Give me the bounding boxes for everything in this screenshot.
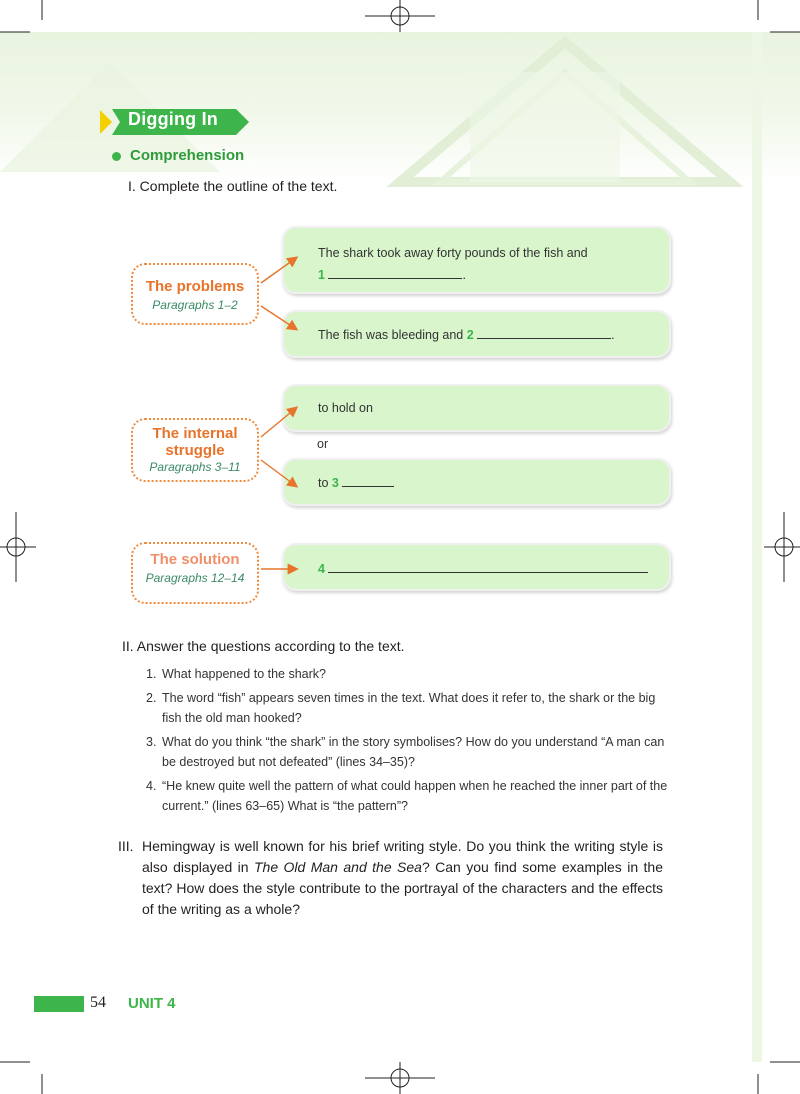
outline-box-1 xyxy=(282,226,671,294)
task-1-instruction xyxy=(128,178,337,194)
task-2-text: Answer the questions according to the text. xyxy=(136,638,405,654)
answer-blank-3[interactable] xyxy=(342,475,394,487)
box-1-end: . xyxy=(462,268,466,282)
answer-blank-4[interactable] xyxy=(328,561,648,573)
blank-number-4: 4 xyxy=(318,562,325,576)
task-3-text-b: ? Can you find some examples in the text? How does the style contribute to the portrayal of the characters and the effects of the writing as a whole? xyxy=(142,859,663,917)
question-item xyxy=(146,732,671,772)
question-number: 2. xyxy=(146,691,157,705)
answer-blank-1[interactable] xyxy=(328,267,462,279)
outline-label-solution xyxy=(131,542,259,604)
box-3-text: to hold on xyxy=(318,401,373,415)
task-3 xyxy=(118,836,663,920)
task-2-numeral: II. xyxy=(122,638,134,654)
or-connector: or xyxy=(317,437,329,451)
subsection-title: Comprehension xyxy=(130,147,245,164)
outline-label-problems xyxy=(131,263,259,325)
page-number: 54 xyxy=(90,994,106,1011)
outline-label-internal-struggle xyxy=(131,418,259,482)
task-3-text-a: Hemingway is well known for his brief writing style. Do you think the writing style is also displayed in xyxy=(142,838,663,875)
question-text: The word “fish” appears seven times in the text. What does it refer to, the shark or the big fish the old man hooked? xyxy=(162,691,656,725)
label-paragraphs: Paragraphs 12–14 xyxy=(145,571,245,585)
task-3-text xyxy=(142,836,663,920)
task-3-numeral: III. xyxy=(118,838,134,854)
task-1-numeral: I. xyxy=(128,178,136,194)
question-number: 4. xyxy=(146,779,157,793)
label-title: The solution xyxy=(150,551,240,568)
outline-box-3 xyxy=(282,384,671,432)
box-2-end: . xyxy=(611,328,615,342)
outline-box-2 xyxy=(282,310,671,358)
question-item xyxy=(146,688,671,728)
outline-box-5 xyxy=(282,543,671,591)
unit-label: UNIT 4 xyxy=(128,995,176,1012)
question-text: “He knew quite well the pattern of what could happen when he reached the inner part of the current.” (lines 63–65) What is “the pattern”? xyxy=(162,779,668,813)
section-title: Digging In xyxy=(128,109,218,129)
question-item xyxy=(146,776,671,816)
box-1-text: The shark took away forty pounds of the fish and xyxy=(318,246,588,260)
question-text: What happened to the shark? xyxy=(162,667,327,681)
bullet-icon xyxy=(112,152,121,161)
blank-number-1: 1 xyxy=(318,268,325,282)
label-title-line2: struggle xyxy=(165,442,225,459)
label-paragraphs: Paragraphs 1–2 xyxy=(152,298,238,312)
blank-number-3: 3 xyxy=(331,476,339,490)
book-title: The Old Man and the Sea xyxy=(253,859,422,875)
question-number: 1. xyxy=(146,667,157,681)
label-title-line1: The internal xyxy=(152,425,238,442)
question-item xyxy=(146,664,671,684)
box-4-text: to xyxy=(318,476,329,490)
label-paragraphs: Paragraphs 3–11 xyxy=(149,460,241,474)
answer-blank-2[interactable] xyxy=(477,327,611,339)
box-2-text: The fish was bleeding and xyxy=(318,328,464,342)
label-title: The problems xyxy=(145,278,245,295)
task-2-instruction xyxy=(122,638,405,654)
footer-bar xyxy=(34,996,84,1012)
question-text: What do you think “the shark” in the story symbolises? How do you understand “A man can be destroyed but not defeated” (lines 34–35)? xyxy=(162,735,665,769)
outline-box-4 xyxy=(282,458,671,506)
blank-number-2: 2 xyxy=(466,328,474,342)
question-number: 3. xyxy=(146,735,157,749)
task-1-text: Complete the outline of the text. xyxy=(139,178,338,194)
